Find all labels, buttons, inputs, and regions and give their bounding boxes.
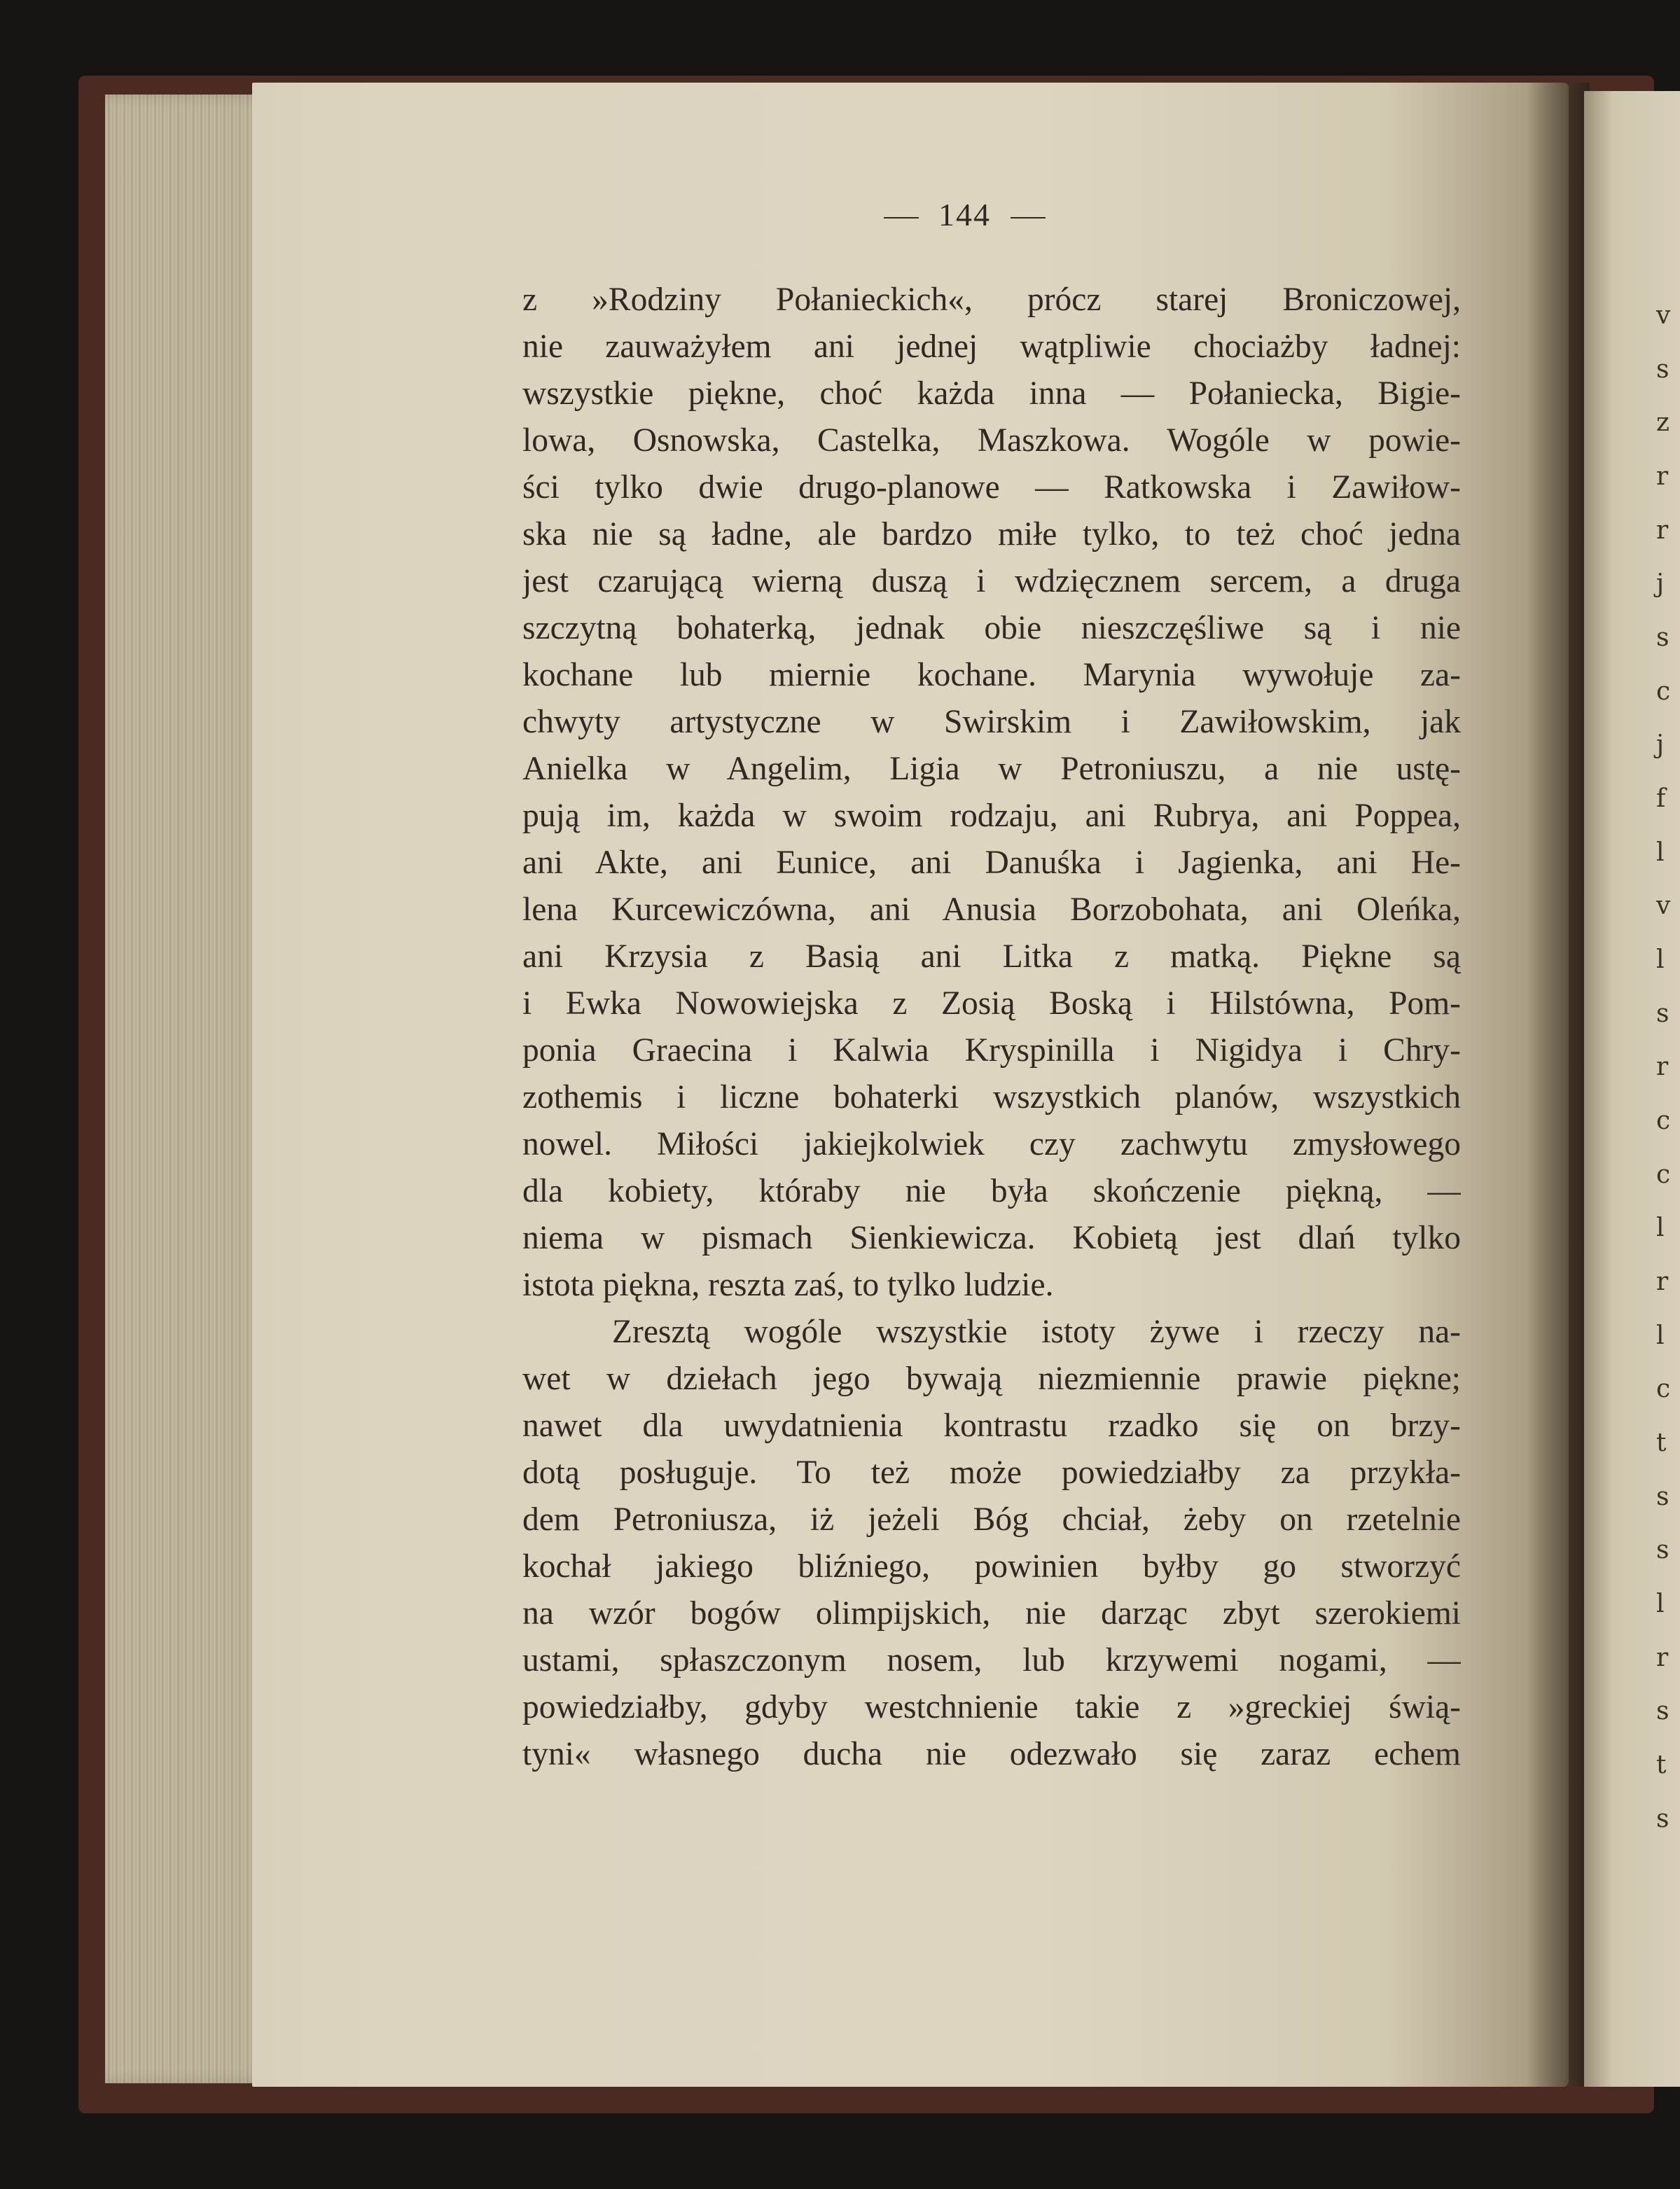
body-text	[522, 277, 1461, 1778]
text-line: z »Rodziny Połanieckich«, prócz starej Broniczowej,	[522, 282, 1461, 318]
facing-page-letter: l	[1656, 945, 1665, 974]
text-line: i Ewka Nowowiejska z Zosią Boską i Hilstówna, Pom-	[522, 985, 1461, 1022]
facing-page-letters	[1656, 301, 1680, 1912]
text-line: ści tylko dwie drugo-planowe — Ratkowska i Zawiłow-	[522, 469, 1461, 506]
facing-page-letter: t	[1656, 1751, 1667, 1779]
text-line: ustami, spłaszczonym nosem, lub krzywemi nogami, —	[522, 1642, 1461, 1679]
facing-page-letter: r	[1656, 1052, 1669, 1081]
text-line: ani Akte, ani Eunice, ani Danuśka i Jagienka, ani He-	[522, 845, 1461, 881]
header-dash-left	[884, 217, 919, 218]
facing-page-letter: s	[1656, 1482, 1669, 1511]
text-line: dla kobiety, któraby nie była skończenie piękną, —	[522, 1173, 1461, 1209]
facing-page-letter: r	[1656, 462, 1669, 491]
header-dash-right	[1011, 217, 1046, 218]
facing-page-letter: r	[1656, 1644, 1669, 1672]
text-line: nie zauważyłem ani jednej wątpliwie chociażby ładnej:	[522, 328, 1461, 365]
text-line: zothemis i liczne bohaterki wszystkich planów, wszystkich	[522, 1079, 1461, 1116]
facing-page-letter: l	[1656, 838, 1665, 867]
text-line: ani Krzysia z Basią ani Litka z matką. Piękne są	[522, 938, 1461, 975]
text-line: tyni« własnego ducha nie odezwało się zaraz echem	[522, 1736, 1461, 1772]
text-line: na wzór bogów olimpijskich, nie darząc zbyt szerokiemi	[522, 1595, 1461, 1632]
paragraph-1	[522, 277, 1461, 1309]
text-line: wet w dziełach jego bywają niezmiennie prawie piękne;	[522, 1361, 1461, 1397]
text-line: ponia Graecina i Kalwia Kryspinilla i Nigidya i Chry-	[522, 1032, 1461, 1069]
text-line: szczytną bohaterką, jednak obie nieszczęśliwe są i nie	[522, 610, 1461, 646]
facing-page-letter: j	[1656, 569, 1665, 598]
facing-page-letter: s	[1656, 355, 1669, 384]
facing-page-letter: j	[1656, 730, 1665, 759]
facing-page-letter: c	[1656, 677, 1671, 706]
page-number: 144	[938, 197, 991, 232]
facing-page-letter: f	[1656, 784, 1666, 813]
text-line: dem Petroniusza, iż jeżeli Bóg chciał, żeby on rzetelnie	[522, 1501, 1461, 1538]
text-line: ska nie są ładne, ale bardzo miłe tylko, to też choć jedna	[522, 516, 1461, 553]
page-header	[864, 196, 1065, 233]
facing-page-letter: s	[1656, 623, 1669, 652]
text-line: wszystkie piękne, choć każda inna — Połaniecka, Bigie-	[522, 375, 1461, 412]
text-line: jest czarującą wierną duszą i wdzięcznem sercem, a druga	[522, 563, 1461, 599]
facing-page-letter: v	[1656, 301, 1671, 330]
text-line: nawet dla uwydatnienia kontrastu rzadko się on brzy-	[522, 1408, 1461, 1444]
text-line: Anielka w Angelim, Ligia w Petroniuszu, a nie ustę-	[522, 751, 1461, 787]
facing-page-letter: c	[1656, 1106, 1671, 1135]
facing-page-letter: c	[1656, 1375, 1671, 1403]
facing-page-letter: l	[1656, 1214, 1665, 1242]
text-line: kochał jakiego bliźniego, powinien byłby go stworzyć	[522, 1548, 1461, 1585]
text-line: kochane lub miernie kochane. Marynia wywołuje za-	[522, 657, 1461, 693]
facing-page-letter: c	[1656, 1160, 1671, 1189]
facing-page-letter: s	[1656, 1536, 1669, 1564]
text-line: powiedziałby, gdyby westchnienie takie z »greckiej świą-	[522, 1689, 1461, 1725]
facing-page-letter: s	[1656, 999, 1669, 1028]
text-line: Zresztą wogóle wszystkie istoty żywe i rzeczy na-	[612, 1314, 1461, 1350]
text-line: nowel. Miłości jakiejkolwiek czy zachwytu zmysłowego	[522, 1126, 1461, 1162]
facing-page-letter: t	[1656, 1429, 1667, 1457]
text-line: lena Kurcewiczówna, ani Anusia Borzobohata, ani Oleńka,	[522, 891, 1461, 928]
spine-gutter	[1527, 83, 1590, 2087]
facing-page-letter: z	[1656, 408, 1669, 437]
page-edges	[105, 95, 270, 2083]
facing-page-letter: s	[1656, 1697, 1669, 1725]
facing-page-letter: l	[1656, 1590, 1665, 1618]
text-line: niema w pismach Sienkiewicza. Kobietą jest dlań tylko	[522, 1220, 1461, 1256]
facing-page-letter: s	[1656, 1805, 1669, 1833]
facing-page-letter: r	[1656, 516, 1669, 545]
text-line: dotą posługuje. To też może powiedziałby za przykła-	[522, 1454, 1461, 1491]
paragraph-2	[522, 1309, 1461, 1778]
facing-page-letter: r	[1656, 1267, 1669, 1296]
text-line: chwyty artystyczne w Swirskim i Zawiłowskim, jak	[522, 704, 1461, 740]
facing-page-letter: v	[1656, 891, 1671, 920]
text-line: istota piękna, reszta zaś, to tylko ludzie.	[522, 1267, 1054, 1303]
text-line: lowa, Osnowska, Castelka, Maszkowa. Wogóle w powie-	[522, 422, 1461, 459]
text-line: pują im, każda w swoim rodzaju, ani Rubrya, ani Poppea,	[522, 798, 1461, 834]
facing-page-letter: l	[1656, 1321, 1665, 1350]
